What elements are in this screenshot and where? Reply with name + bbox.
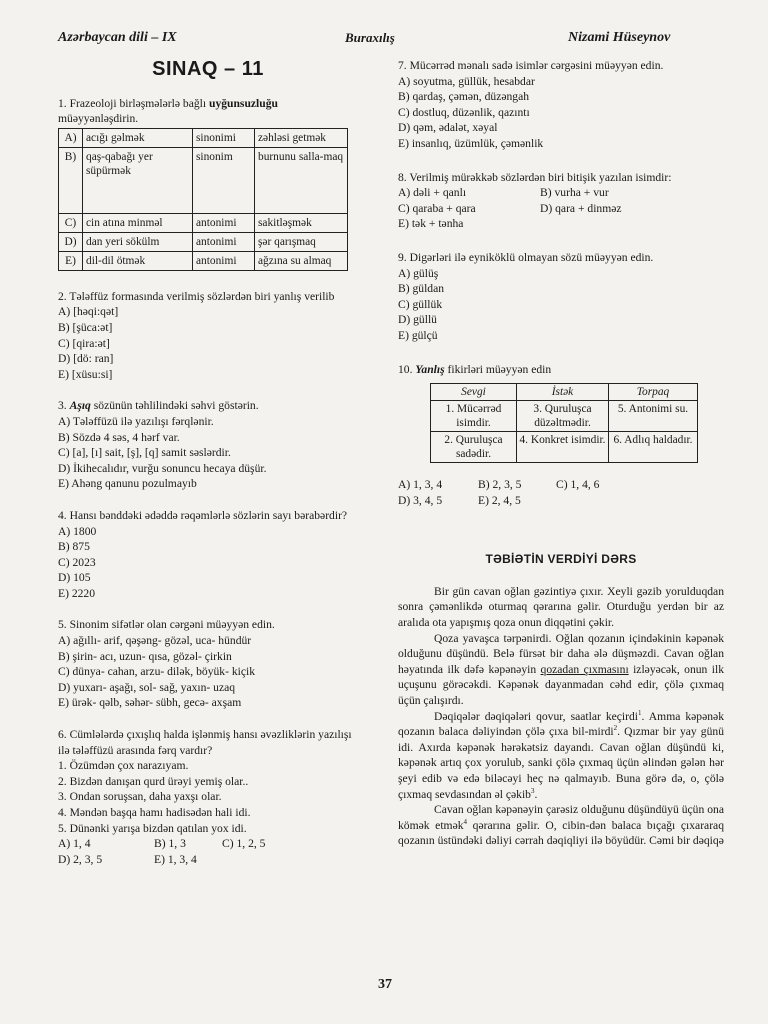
story-paragraph: Qoza yavaşca tərpənirdi. Oğlan qozanın içindəkinin kəpənək olduğunu düşündü. Belə fürsət bir daha ələ düşməzdi. Cavan oğlan həyatında ilk dəfə kəpənəyin qozadan çıxmasını izləyəcək, onun ilk uçuşunu görəcəkdi. Kəpənək dayanmadan cəhd edir, çölə çıxmaq üçün çalışırdı. [398,631,724,708]
answer-option: D) güllü [398,313,437,327]
answer-option: B) 875 [58,540,90,554]
answer-option: B) 1, 3 [154,837,186,851]
answer-row [398,201,724,217]
answer-option: C) [qira:ət] [58,336,110,350]
answer-option: C) dostluq, düzənlik, qazıntı [398,105,530,119]
answer-option: B) vurha + vur [540,186,609,200]
question-3 [58,398,358,492]
answer-option: A) Tələffüzü ilə yazılışı fərqlənir. [58,414,214,428]
question-5-text: 5. Sinonim sifətlər olan cərgəni müəyyən edin. [58,618,275,632]
question-8 [398,170,724,232]
answer-option: A) 1800 [58,524,97,538]
answer-option: B) güldan [398,282,445,296]
question-8-text: 8. Verilmiş mürəkkəb sözlərdən biri bitişik yazılan isimdir: [398,170,672,184]
answer-option: A) dəli + qanlı [398,186,467,200]
answer-option: E) insanlıq, üzümlük, çəmənlik [398,136,544,150]
answer-option: A) 1, 3, 4 [398,478,443,492]
answer-option: C) qaraba + qara [398,201,476,215]
page-number: 37 [378,977,392,992]
question-6-text: 6. Cümlələrdə çıxışlıq halda işlənmiş hansı əvəzliklərin yazılışı ilə tələffüzü arasında fərq vardır? [58,728,352,757]
answer-option: A) soyutma, güllük, hesabdar [398,74,535,88]
answer-option: E) 2220 [58,586,96,600]
answer-option: E) gülçü [398,328,438,342]
question-7-text: 7. Mücərrəd mənalı sadə isimlər cərgəsini müəyyən edin. [398,59,664,72]
question-2 [58,289,358,383]
table-row: 2. Quruluşca sadədir. 4. Konkret isimdir. 6. Adlıq haldadır. [431,432,698,463]
question-1 [58,96,358,271]
answer-option: E) [xüsu:si] [58,367,113,381]
answer-option: B) Sözdə 4 səs, 4 hərf var. [58,430,180,444]
question-5 [58,617,358,711]
question-9-text: 9. Digərləri ilə eyniköklü olmayan sözü müəyyən edin. [398,250,654,264]
header-author: Nizami Hüseynov [568,30,671,45]
question-1-text: 1. Frazeoloji birləşmələrlə bağlı uyğunsuzluğu müəyyənləşdirin. [58,96,278,126]
table-row: D) dan yeri sökülm antonimi şər qarışmaq [59,232,348,251]
question-7 [398,58,724,152]
answer-option: A) 1, 4 [58,837,91,851]
answer-option: E) 2, 4, 5 [478,493,521,507]
answer-option: B) [şüca:ət] [58,320,113,334]
answer-row [58,836,358,852]
answer-option: B) 2, 3, 5 [478,478,522,492]
answer-option: D) qəm, ədalət, xəyal [398,121,498,135]
answer-option: D) İkihecalıdır, vurğu sonuncu hecaya düşür. [58,461,267,475]
answer-option: E) tək + tənha [398,217,464,231]
question-10-text: 10. Yanlış fikirləri müəyyən edin [398,362,552,376]
right-column [398,58,724,849]
question-4 [58,508,358,602]
left-column [58,58,358,879]
answer-option: E) ürək- qəlb, səhər- sübh, gecə- axşam [58,696,242,710]
table-row: 1. Mücərrəd isimdir. 3. Quruluşca düzəltmədir. 5. Antonimi su. [431,401,698,432]
header-section: Buraxılış [345,30,395,45]
answer-row [398,477,724,493]
question-10 [398,362,724,509]
answer-option: D) yuxarı- aşağı, sol- sağ, yaxın- uzaq [58,680,236,694]
answer-row [398,493,724,509]
answer-option: B) şirin- acı, uzun- qısa, gözəl- çirkin [58,649,232,663]
list-item: 3. Ondan soruşsan, daha yaxşı olar. [58,790,222,804]
answer-option: D) 3, 4, 5 [398,493,443,507]
answer-row [58,852,358,868]
story-text [398,584,724,849]
answer-option: D) [dö: ran] [58,352,114,366]
answer-option: C) dünya- cahan, arzu- dilək, böyük- kiçik [58,665,256,679]
question-2-text: 2. Tələffüz formasında verilmiş sözlərdən biri yanlış verilib [58,289,335,303]
question-3-text: 3. Aşıq sözünün təhlilindəki səhvi göstərin. [58,399,259,413]
answer-option: C) güllük [398,297,443,311]
answer-option: C) 1, 4, 6 [556,478,600,492]
answer-option: C) 1, 2, 5 [222,837,266,851]
question-9 [398,250,724,344]
story-paragraph: Bir gün cavan oğlan gəzintiyə çıxır. Xeyli gəzib yorulduqdan sonra çəmənlikdə oturmaq qərarına gəlir. Oturduğu yerdən bir az aralıda ota yapışmış qoza onun diqqətini çəkir. [398,584,724,630]
table-row: C) cin atına minməl antonimi sakitləşmək [59,213,348,232]
table-row: E) dil-dil ötmək antonimi ağzına su almaq [59,251,348,270]
question-1-table [58,128,348,271]
answer-option: B) qardaş, çəmən, düzəngah [398,90,530,104]
table-row: B) qaş-qabağı yer süpürmək sinonim burnunu salla-maq [59,147,348,213]
answer-option: A) [həqi:qət] [58,305,119,319]
table-header-row: Sevgi İstək Torpaq [431,384,698,401]
answer-option: D) 2, 3, 5 [58,852,103,866]
table-row: A) acığı gəlmək sinonimi zəhləsi getmək [59,128,348,147]
answer-option: D) 105 [58,571,91,585]
answer-option: A) gülüş [398,266,439,280]
answer-option: E) 1, 3, 4 [154,852,197,866]
story-title: TƏBİƏTİN VERDİYİ DƏRS [485,552,637,567]
story-paragraph: Cavan oğlan kəpənəyin çarəsiz olduğunu düşündüyü üçün ona kömək etmək$^4$ qərarına gəlir. O, cibin-dən balaca bıçağı çıxararaq qozanın üstündəki dəliyi cərrah dəqiqliyi ilə böyüdür. Cəmi bir dəqiqə [398,803,724,848]
header-subject: Azərbaycan dili – IX [58,30,177,45]
list-item: 5. Dünənki yarışa bizdən qatılan yox idi. [58,821,247,835]
list-item: 1. Özümdən çox narazıyam. [58,759,189,773]
answer-option: A) ağıllı- arif, qəşəng- gözəl, uca- hündür [58,634,252,648]
list-item: 2. Bizdən danışan qurd ürəyi yemiş olar.. [58,774,249,788]
answer-option: C) 2023 [58,555,96,569]
answer-option: E) Ahəng qanunu pozulmayıb [58,477,197,491]
question-4-text: 4. Hansı bənddəki ədəddə rəqəmlərlə sözlərin sayı bərabərdir? [58,508,348,522]
answer-row [398,185,724,201]
answer-option: D) qara + dinməz [540,201,622,215]
answer-option: C) [a], [ı] sait, [ş], [q] samit səslərdir. [58,446,231,460]
question-6 [58,727,358,867]
story-paragraph: Dəqiqələr dəqiqələri qovur, saatlar keçirdi$^1$. Amma kəpənək qozanın balaca dəliyindən çölə çıxa bil-mirdi$^2$. Qızmar bir yay günü idi. Axırda kəpənək hərəkətsiz dayandı. Cavan oğlan düşündü ki, kəpənək artıq çox yorulub, sanki çölə çıxmaq üçün əlindən gələn hər şeyi edib və edə biləcəyi heç nə qalmayıb. Buna görə də, o, çölə çıxmaq sevdasından əl çəkib$^3$. [398,708,724,801]
list-item: 4. Məndən başqa hamı hadisədən hali idi. [58,806,251,819]
question-10-table [430,383,698,463]
page-title: SINAQ – 11 [152,58,264,80]
